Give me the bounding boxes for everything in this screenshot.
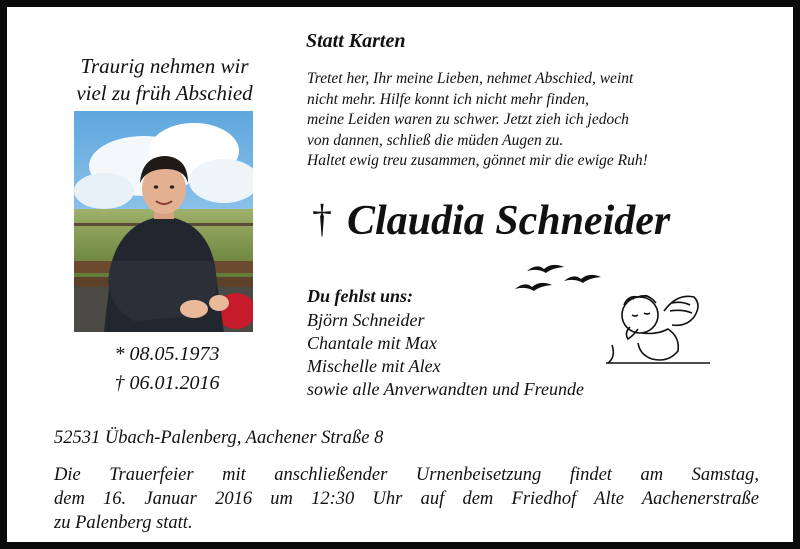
mourners-list (307, 309, 584, 401)
mourner-name: Björn Schneider (307, 310, 425, 330)
left-heading-line-1: Traurig nehmen wir (80, 54, 249, 78)
mourners-heading: Du fehlst uns: (307, 286, 414, 306)
address: 52531 Übach-Palenberg, Aachener Straße 8 (54, 428, 384, 448)
portrait-photo (74, 111, 253, 332)
deceased-name: Claudia Schneider (347, 198, 671, 244)
mourner-name: sowie alle Anverwandten und Freunde (307, 379, 584, 399)
funeral-notice-line: dem 16. Januar 2016 um 12:30 Uhr auf dem Friedhof Alte Aachenerstraße (54, 489, 759, 509)
death-date: † 06.01.2016 (114, 372, 220, 394)
angel-icon (602, 283, 712, 373)
funeral-notice-line: Die Trauerfeier mit anschließender Urnenbeisetzung findet am Samstag, (54, 465, 759, 485)
poem-line: nicht mehr. Hilfe konnt ich nicht mehr finden, (307, 90, 589, 108)
funeral-notice-line: zu Palenberg statt. (54, 513, 193, 533)
funeral-notice (54, 463, 759, 535)
poem-line: Tretet her, Ihr meine Lieben, nehmet Abschied, weint (307, 70, 634, 87)
birth-date: * 08.05.1973 (114, 343, 220, 365)
mourner-name: Chantale mit Max (307, 333, 437, 353)
poem-line: meine Leiden waren zu schwer. Jetzt zieh ich jedoch (307, 111, 629, 128)
poem-line: von dannen, schließ die müden Augen zu. (307, 131, 564, 149)
cross-symbol: † (312, 196, 332, 241)
left-heading (47, 53, 282, 107)
birds-icon (512, 259, 612, 304)
poem-line: Haltet ewig treu zusammen, gönnet mir die ewige Ruh! (307, 152, 648, 169)
poem (307, 69, 648, 172)
left-heading-line-2: viel zu früh Abschied (76, 81, 253, 105)
statt-karten-heading: Statt Karten (306, 30, 406, 52)
mourner-name: Mischelle mit Alex (307, 356, 441, 376)
